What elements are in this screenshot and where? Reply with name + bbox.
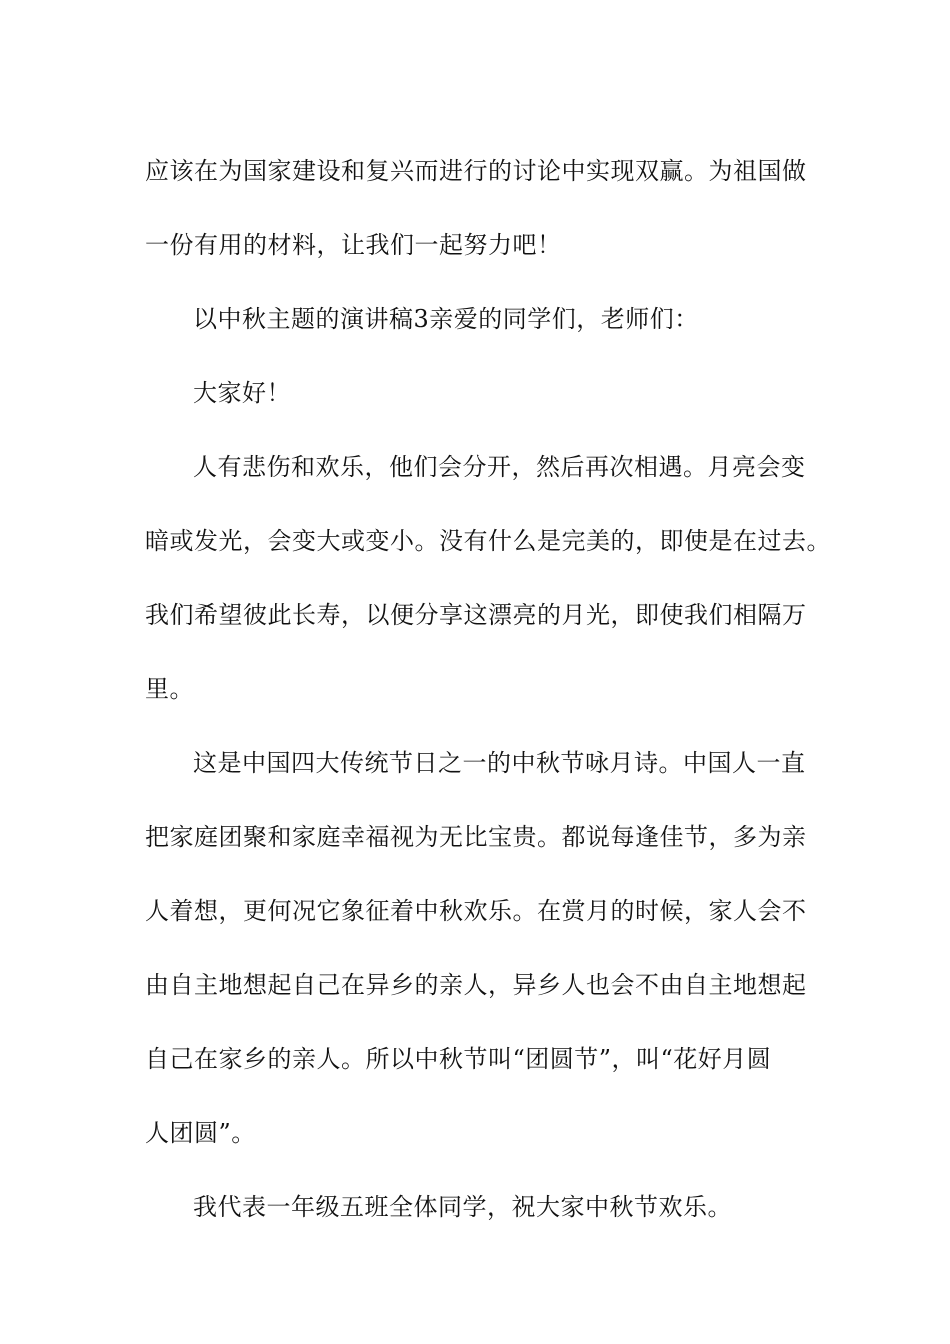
paragraph-line: 人着想，更何况它象征着中秋欢乐。在赏月的时候，家人会不 [145,897,807,925]
paragraph-5 [145,726,825,1170]
paragraph-line: 我代表一年级五班全体同学，祝大家中秋节欢乐。 [193,1193,732,1221]
paragraph-line: 自己在家乡的亲人。所以中秋节叫“团圆节”，叫“花好月圆 [145,1045,772,1073]
paragraph-3 [145,356,825,430]
paragraph-line: 我们希望彼此长寿，以便分享这漂亮的月光，即使我们相隔万 [145,601,807,629]
paragraph-line: 一份有用的材料，让我们一起努力吧！ [145,231,562,259]
paragraph-line: 这是中国四大传统节日之一的中秋节咏月诗。中国人一直 [193,749,806,777]
paragraph-line: 应该在为国家建设和复兴而进行的讨论中实现双赢。为祖国做 [145,157,807,185]
paragraph-line: 大家好！ [193,379,291,407]
paragraph-line: 暗或发光，会变大或变小。没有什么是完美的，即使是在过去。 [145,527,831,555]
paragraph-line: 把家庭团聚和家庭幸福视为无比宝贵。都说每逢佳节，多为亲 [145,823,807,851]
paragraph-6 [145,1170,825,1244]
paragraph-line: 人有悲伤和欢乐，他们会分开，然后再次相遇。月亮会变 [193,453,806,481]
paragraph-line: 以中秋主题的演讲稿3亲爱的同学们，老师们： [193,305,699,333]
paragraph-2 [145,282,825,356]
paragraph-line: 人团圆”。 [145,1119,256,1147]
document-body [145,134,831,1244]
paragraph-line: 由自主地想起自己在异乡的亲人，异乡人也会不由自主地想起 [145,971,807,999]
paragraph-1 [145,134,825,282]
paragraph-4 [145,430,831,726]
paragraph-line: 里。 [145,675,194,703]
